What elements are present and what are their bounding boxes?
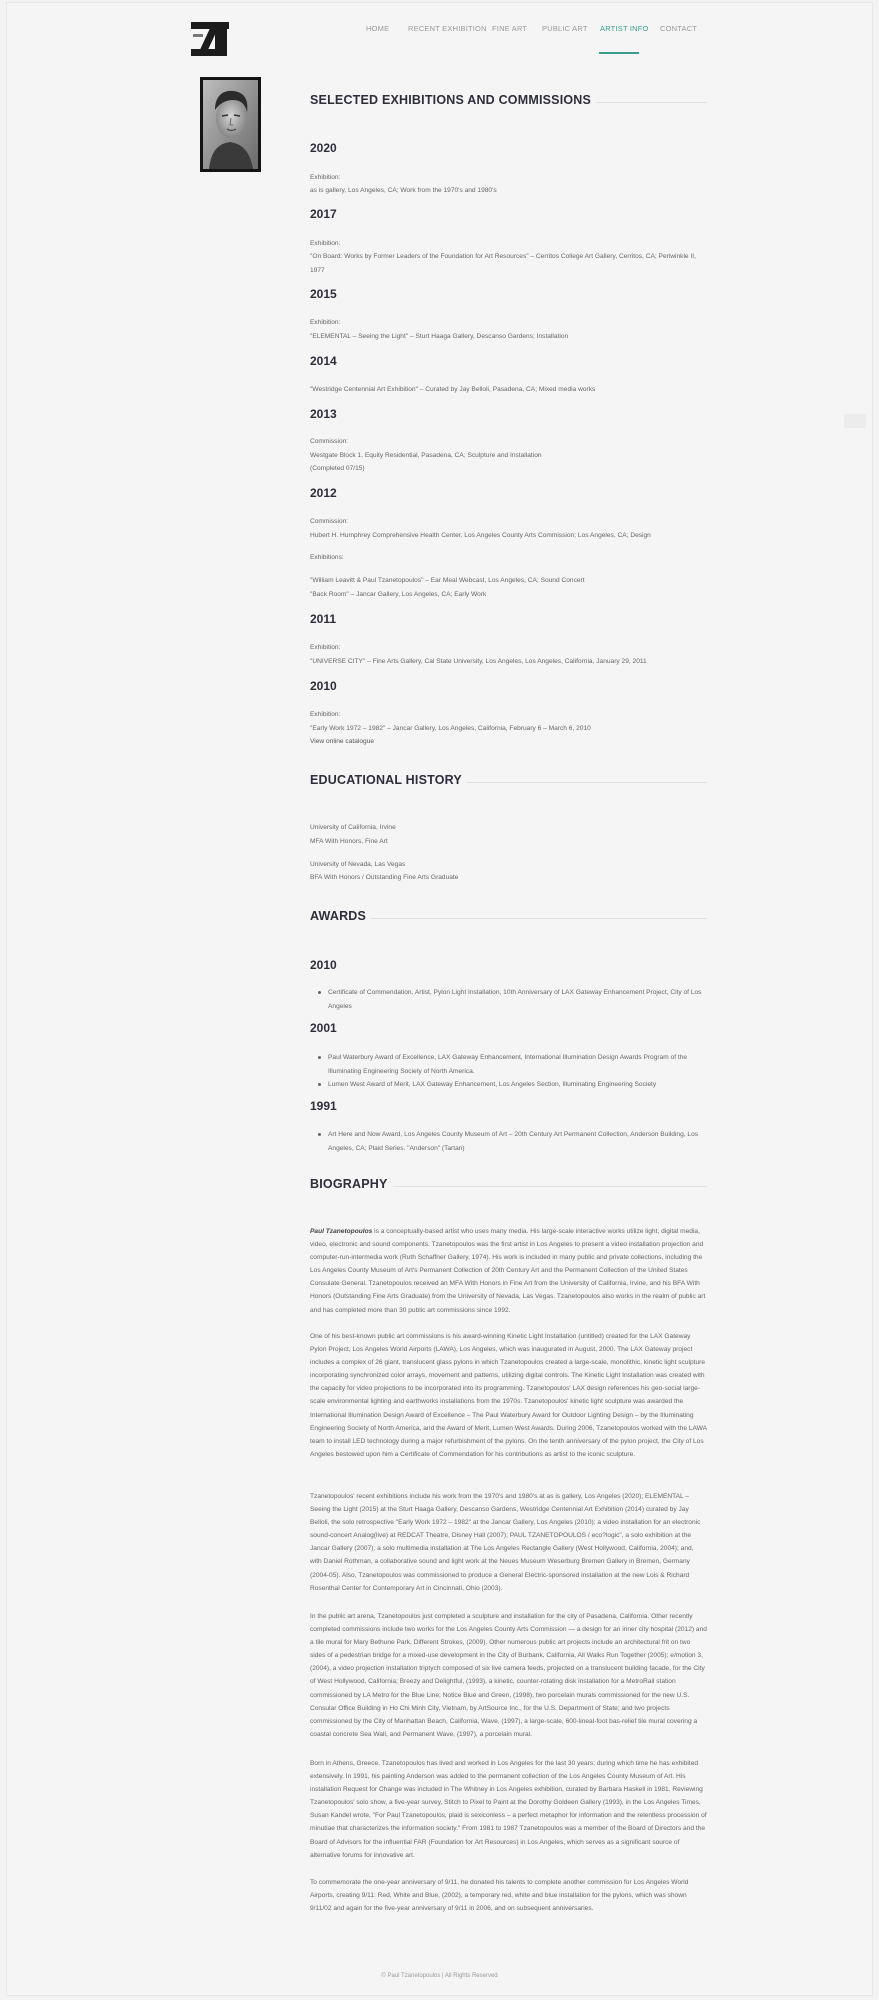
biography-paragraph: Paul Tzanetopoulos is a conceptually-based artist who uses many media. His large-scale interactive works utilize light, digital media, video, electronic and sound components. Tzanetopoulos was the first artist in Los Angeles to present a video installation projection and computer-run-intermedia work (Ruth Schaffner Gallery, 1974). His work is included in many public and private collections, including the Los Angeles County Museum of Art's Permanent Collection of 20th Century Art and the Permanent Collection of the United States Consulate General. Tzanetopoulos received an MFA With Honors in Fine Art from the University of California, Irvine, and his BFA With Honors (Outstanding Fine Arts Graduate) from the University of Nevada, Las Vegas. Tzanetopoulos also works in the realm of public art and has completed more than 30 public art commissions since 1992. bbox=[310, 1228, 706, 1314]
award-year-2010: 2010 bbox=[310, 958, 337, 972]
education-line: MFA With Honors, Fine Art bbox=[310, 838, 388, 845]
biography-section-heading bbox=[310, 1177, 707, 1191]
exhibition-year-2013: 2013 bbox=[310, 407, 337, 421]
award-item: Paul Waterbury Award of Excellence, LAX Gateway Enhancement, International Illumination Design Awards Program of the Illuminating Engineering Society of North America. bbox=[328, 1051, 707, 1079]
nav-active-indicator bbox=[599, 52, 639, 54]
exhibition-line: Hubert H. Humphrey Comprehensive Health Center, Los Angeles County Arts Commission; Los Angeles, CA; Design bbox=[310, 532, 651, 539]
award-year-1991: 1991 bbox=[310, 1099, 337, 1113]
exhibition-line: Commission: bbox=[310, 518, 349, 525]
nav-artist-info[interactable]: ARTIST INFO bbox=[600, 24, 649, 33]
nav-public-art[interactable]: PUBLIC ART bbox=[542, 24, 588, 33]
exhibition-line: (Completed 07/15) bbox=[310, 465, 365, 472]
award-item: Art Here and Now Award, Los Angeles County Museum of Art – 20th Century Art Permanent Collection, Anderson Building, Los Angeles, CA; Plaid Series. "Anderson" (Tartan) bbox=[328, 1128, 707, 1156]
exhibitions-section-heading bbox=[310, 93, 707, 107]
exhibition-line: Westgate Block 1, Equity Residential, Pasadena, CA; Sculpture and Installation bbox=[310, 452, 542, 459]
award-year-2001: 2001 bbox=[310, 1021, 337, 1035]
exhibition-line: Exhibition: bbox=[310, 644, 341, 651]
biography-paragraph: To commemorate the one-year anniversary of 9/11, he donated his talents to complete another commission for Los Angeles World Airports, creating 9/11: Red, White and Blue, (2002), a temporary red, white and blue installation for the pylons, which was shown 9/11/02 and again for the five-year anniversary of 9/11 in 2006, and on subsequent anniversaries. bbox=[310, 1879, 689, 1913]
biography-heading: BIOGRAPHY bbox=[310, 1177, 388, 1191]
education-heading: EDUCATIONAL HISTORY bbox=[310, 773, 462, 787]
education-line: University of Nevada, Las Vegas bbox=[310, 861, 406, 868]
education-line: University of California, Irvine bbox=[310, 824, 396, 831]
exhibition-line: Exhibitions: bbox=[310, 554, 344, 561]
award-item: Certificate of Commendation, Artist, Pylon Light Installation, 10th Anniversary of LAX Gateway Enhancement Project, City of Los Angeles bbox=[328, 986, 707, 1014]
exhibition-year-2012: 2012 bbox=[310, 486, 337, 500]
nav-fine-art[interactable]: FINE ART bbox=[492, 24, 528, 33]
exhibition-line: "William Leavitt & Paul Tzanetopoulos" – Ear Meal Webcast, Los Angeles, CA; Sound Concert bbox=[310, 577, 585, 584]
exhibition-year-2015: 2015 bbox=[310, 287, 337, 301]
biography-paragraph: Born in Athens, Greece, Tzanetopoulos has lived and worked in Los Angeles for the last 30 years; during which time he has exhibited extensively. In 1991, his painting Anderson was added to the permanent collection of the Los Angeles County Museum of Art. His installation Request for Change was included in The Whitney in Los Angeles exhibition, curated by Barbara Haskell in 1981. Reviewing Tzanetopoulos' solo show, a five-year survey, Stitch to Pixel to Paint at the Dorothy Goldeen Gallery (1993), in the Los Angeles Times, Susan Kandel wrote, "For Paul Tzanetopoulos, plaid is sexiconless – a perfect metaphor for information and the relentless procession of minutiae that characterizes the information society." From 1981 to 1987 Tzanetopoulos was a member of the Board of Directors and the Board of Advisors for the influential FAR (Foundation for Art Resources) in Los Angeles, which serves as a significant source of alternative forums for innovative art. bbox=[310, 1760, 707, 1859]
exhibition-line: "Early Work 1972 – 1982" – Jancar Gallery, Los Angeles, California, February 6 – March 6, 2010 bbox=[310, 725, 591, 732]
biography-paragraph: In the public art arena, Tzanetopoulos just completed a sculpture and installation for the city of Pasadena, California. Other recently completed commissions include two works for the Los Angeles County Arts Commission — a design for an inner city hospital (2012) and a tile mural for Mary Bethune Park, Different Strokes, (2009). Other numerous public art projects include an architectural frit on two sides of a pedestrian bridge for a mixed-use development in the City of Burbank, California, All Walks Run Together (2005); e/motion 3, (2004), a video projection installation triptych composed of six live camera feeds, projected on a translucent building facade, for the City of West Hollywood, California; Breezy and Delightful, (1993), a kinetic, counter-rotating disk installation for a MetroRail station commissioned by LA Metro for the Blue Line; Notice Blue and Green, (1998), two porcelain murals commissioned for the new U.S. Consular Office Building in Ho Chi Minh City, Vietnam, by ArtSource Inc., for the U.S. Department of State; and two projects commissioned by the City of Manhattan Beach, California, Wave, (1997), a large-scale, 600-lineal-foot bas-relief tile mural covering a coastal concrete Sea Wall, and Permanent Wave, (1997), a porcelain mural. bbox=[310, 1613, 707, 1738]
education-section-heading bbox=[310, 773, 707, 787]
exhibition-line: as is gallery, Los Angeles, CA; Work from the 1970's and 1980's bbox=[310, 187, 497, 194]
exhibition-line: 1977 bbox=[310, 267, 325, 274]
exhibition-line: "On Board: Works by Former Leaders of the Foundation for Art Resources" – Cerritos College Art Gallery, Cerritos, CA; Periwinkle II, bbox=[310, 253, 696, 260]
view-online-catalogue-link[interactable]: View online catalogue bbox=[310, 738, 375, 745]
exhibition-year-2010: 2010 bbox=[310, 679, 337, 693]
exhibition-line: "ELEMENTAL – Seeing the Light" – Sturt Haaga Gallery, Descanso Gardens; Installation bbox=[310, 333, 569, 340]
biography-paragraph: One of his best-known public art commissions is his award-winning Kinetic Light Installation (untitled) created for the LAX Gateway Pylon Project, Los Angeles World Airports (LAWA), Los Angeles, which was inaugurated in August, 2000. The LAX Gateway project includes a complex of 26 giant, translucent glass pylons in which Tzanetopoulos created a large-scale, monolithic, kinetic light sculpture incorporating synchronized color arrays, movement and patterns, utilizing digital controls. The Kinetic Light Installation was created with the capacity for video projections to be incorporated into its programming. Tzanetopoulos' LAX design references his geo-social large-scale environmental lighting and earthworks installations from the 1970s. Tzanetopoulos' kinetic light sculpture was awarded the International Illumination Design Award of Excellence – The Paul Waterbury Award for Outdoor Lighting Design – by the Illuminating Engineering Society of North America, and the Award of Merit, Lumen West Awards. During 2006, Tzanetopoulos worked with the LAWA team to install LED technology during a major refurbishment of the pylons. On the tenth anniversary of the pylon project, the City of Los Angeles bestowed upon him a Certificate of Commendation for his contributions as artist to the iconic sculpture. bbox=[310, 1333, 707, 1458]
education-line: BFA With Honors / Outstanding Fine Arts Graduate bbox=[310, 874, 459, 881]
awards-section-heading bbox=[310, 909, 707, 923]
awards-heading: AWARDS bbox=[310, 909, 367, 923]
exhibition-line: Exhibition: bbox=[310, 711, 341, 718]
exhibition-line: "UNIVERSE CITY" – Fine Arts Gallery, Cal State University, Los Angeles, Los Angeles, California, January 29, 2011 bbox=[310, 658, 647, 665]
exhibition-line: Commission: bbox=[310, 438, 349, 445]
exhibition-year-2011: 2011 bbox=[310, 612, 337, 626]
exhibition-line: Exhibition: bbox=[310, 240, 341, 247]
artist-name: Paul Tzanetopoulos bbox=[310, 1228, 373, 1235]
side-scroll-tab[interactable] bbox=[844, 414, 866, 428]
exhibition-line: Exhibition: bbox=[310, 319, 341, 326]
artist-portrait bbox=[200, 77, 261, 172]
exhibition-line: Exhibition: bbox=[310, 174, 341, 181]
biography-paragraph: Tzanetopoulos' recent exhibitions include his work from the 1970's and 1980's at as is gallery, Los Angeles (2020); ELEMENTAL – Seeing the Light (2015) at the Sturt Haaga Gallery, Descanso Gardens, Westridge Centennial Art Exhibition (2014) curated by Jay Belloli, the solo retrospective "Early Work 1972 – 1982" at the Jancar Gallery, Los Angeles (2010); a video installation for an electronic sound-concert Analog(live) at REDCAT Theatre, Disney Hall (2007); PAUL TZANETOPOULOS / eco?logic", a solo exhibition at the Jancar Gallery (2007); a solo multimedia installation at The Los Angeles Rectangle Gallery (West Hollywood, California, 2004); and, with Daniel Rothman, a collaborative sound and light work at the Neues Museum Weserburg Bremen Gallery in Bremen, Germany (2004-05). Also, Tzanetopoulos was commissioned to produce a General Electric-sponsored installation at the new Lois & Richard Rosenthal Center for Contemporary Art in Cincinnati, Ohio (2003). bbox=[310, 1493, 701, 1592]
exhibition-line: "Back Room" – Jancar Gallery, Los Angeles, CA; Early Work bbox=[310, 591, 487, 598]
nav-home[interactable]: HOME bbox=[366, 24, 390, 33]
exhibition-year-2017: 2017 bbox=[310, 207, 337, 221]
footer-copyright: © Paul Tzanetopoulos | All Rights Reserved bbox=[381, 1973, 498, 1979]
site-logo[interactable] bbox=[191, 22, 229, 58]
exhibition-year-2020: 2020 bbox=[310, 141, 337, 155]
award-item: Lumen West Award of Merit, LAX Gateway Enhancement, Los Angeles Section, Illuminating Engineering Society bbox=[328, 1078, 707, 1092]
nav-contact[interactable]: CONTACT bbox=[660, 24, 698, 33]
exhibition-year-2014: 2014 bbox=[310, 354, 337, 368]
nav-recent-exhibition[interactable]: RECENT EXHIBITION bbox=[408, 24, 487, 33]
exhibition-line: "Westridge Centennial Art Exhibition" – Curated by Jay Belloli, Pasadena, CA; Mixed media works bbox=[310, 386, 596, 393]
exhibitions-heading: SELECTED EXHIBITIONS AND COMMISSIONS bbox=[310, 93, 592, 107]
